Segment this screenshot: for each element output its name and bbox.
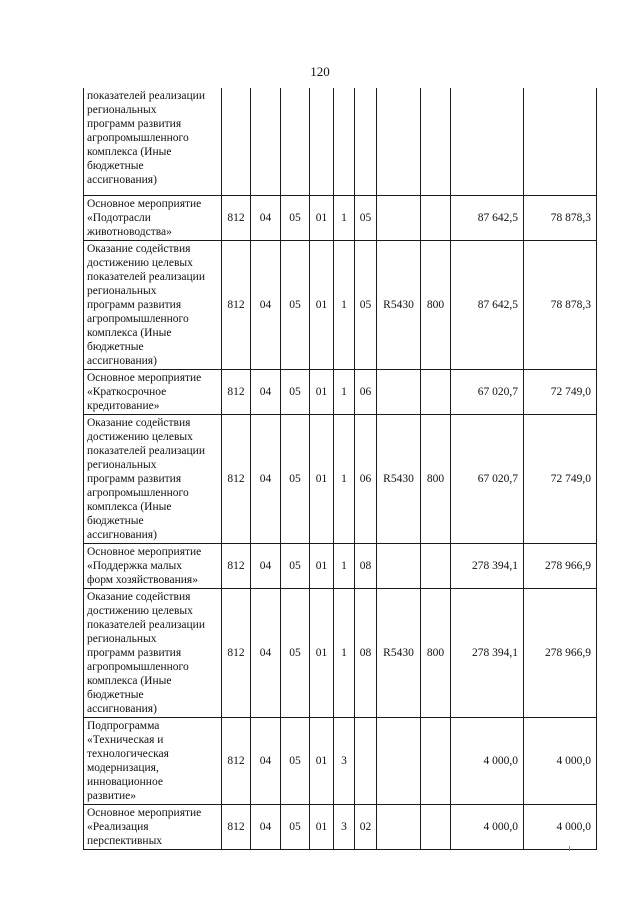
- program-code-cell: 01: [310, 414, 334, 543]
- program-code-cell: 01: [310, 543, 334, 588]
- row-name-cell: Оказание содействия достижению целевых показателей реализации региональных программ развития агропромышленного комплекса (Иные бюджетные ассигнования): [84, 414, 222, 543]
- section-code-cell: 04: [251, 240, 281, 369]
- subsection-code-cell: 05: [281, 543, 310, 588]
- sum-second-cell: 72 749,0: [524, 414, 597, 543]
- program-code-cell: [310, 88, 334, 195]
- event-code-cell: [355, 717, 377, 804]
- section-code-cell: 04: [251, 195, 281, 240]
- table-row: [84, 195, 597, 240]
- table-row: [84, 717, 597, 804]
- page-number: 120: [310, 64, 330, 79]
- sum-second-cell: [524, 88, 597, 195]
- row-name-cell: Подпрограмма «Техническая и технологическая модернизация, инновационное развитие»: [84, 717, 222, 804]
- sum-first-cell: 278 394,1: [451, 588, 524, 717]
- sum-first-cell: 67 020,7: [451, 414, 524, 543]
- expense-type-cell: [421, 804, 451, 849]
- ministry-code-cell: 812: [222, 543, 251, 588]
- subsection-code-cell: [281, 88, 310, 195]
- expense-type-cell: 800: [421, 414, 451, 543]
- program-code-cell: 01: [310, 240, 334, 369]
- ministry-code-cell: [222, 88, 251, 195]
- event-code-cell: 08: [355, 588, 377, 717]
- direction-code-cell: R5430: [377, 414, 421, 543]
- program-code-cell: 01: [310, 717, 334, 804]
- sum-second-cell: 4 000,0: [524, 804, 597, 849]
- program-code-cell: 01: [310, 195, 334, 240]
- table-row: [84, 588, 597, 717]
- sum-first-cell: 4 000,0: [451, 804, 524, 849]
- expense-type-cell: [421, 543, 451, 588]
- sum-first-cell: 87 642,5: [451, 195, 524, 240]
- event-code-cell: 08: [355, 543, 377, 588]
- section-code-cell: 04: [251, 414, 281, 543]
- expense-type-cell: [421, 88, 451, 195]
- table-row: [84, 414, 597, 543]
- ministry-code-cell: 812: [222, 717, 251, 804]
- expense-type-cell: 800: [421, 240, 451, 369]
- subprogram-code-cell: 1: [334, 588, 355, 717]
- subprogram-code-cell: 1: [334, 543, 355, 588]
- subsection-code-cell: 05: [281, 369, 310, 414]
- expense-type-cell: [421, 195, 451, 240]
- direction-code-cell: [377, 804, 421, 849]
- section-code-cell: 04: [251, 717, 281, 804]
- sum-first-cell: 4 000,0: [451, 717, 524, 804]
- direction-code-cell: [377, 195, 421, 240]
- ministry-code-cell: 812: [222, 414, 251, 543]
- program-code-cell: 01: [310, 804, 334, 849]
- budget-table-body: [84, 88, 597, 849]
- sum-first-cell: 278 394,1: [451, 543, 524, 588]
- program-code-cell: 01: [310, 588, 334, 717]
- direction-code-cell: [377, 369, 421, 414]
- subprogram-code-cell: 3: [334, 804, 355, 849]
- subprogram-code-cell: 1: [334, 240, 355, 369]
- subprogram-code-cell: 1: [334, 369, 355, 414]
- program-code-cell: 01: [310, 369, 334, 414]
- scan-mark: [569, 846, 570, 851]
- subsection-code-cell: 05: [281, 804, 310, 849]
- sum-second-cell: 78 878,3: [524, 240, 597, 369]
- subsection-code-cell: 05: [281, 717, 310, 804]
- sum-first-cell: [451, 88, 524, 195]
- row-name-cell: Оказание содействия достижению целевых показателей реализации региональных программ развития агропромышленного комплекса (Иные бюджетные ассигнования): [84, 588, 222, 717]
- table-row: [84, 543, 597, 588]
- expense-type-cell: 800: [421, 588, 451, 717]
- event-code-cell: 05: [355, 240, 377, 369]
- table-row: [84, 240, 597, 369]
- subsection-code-cell: 05: [281, 414, 310, 543]
- sum-first-cell: 67 020,7: [451, 369, 524, 414]
- sum-second-cell: 72 749,0: [524, 369, 597, 414]
- table-row: [84, 369, 597, 414]
- table-row: [84, 804, 597, 849]
- sum-second-cell: 78 878,3: [524, 195, 597, 240]
- sum-second-cell: 4 000,0: [524, 717, 597, 804]
- subprogram-code-cell: 3: [334, 717, 355, 804]
- ministry-code-cell: 812: [222, 588, 251, 717]
- ministry-code-cell: 812: [222, 240, 251, 369]
- subprogram-code-cell: 1: [334, 195, 355, 240]
- section-code-cell: 04: [251, 588, 281, 717]
- sum-first-cell: 87 642,5: [451, 240, 524, 369]
- event-code-cell: 06: [355, 369, 377, 414]
- row-name-cell: Основное мероприятие «Поддержка малых форм хозяйствования»: [84, 543, 222, 588]
- subsection-code-cell: 05: [281, 195, 310, 240]
- expense-type-cell: [421, 369, 451, 414]
- direction-code-cell: R5430: [377, 240, 421, 369]
- subprogram-code-cell: 1: [334, 414, 355, 543]
- budget-table: [83, 88, 597, 850]
- direction-code-cell: [377, 717, 421, 804]
- ministry-code-cell: 812: [222, 369, 251, 414]
- row-name-cell: Оказание содействия достижению целевых показателей реализации региональных программ развития агропромышленного комплекса (Иные бюджетные ассигнования): [84, 240, 222, 369]
- subsection-code-cell: 05: [281, 240, 310, 369]
- direction-code-cell: [377, 543, 421, 588]
- expense-type-cell: [421, 717, 451, 804]
- section-code-cell: 04: [251, 543, 281, 588]
- event-code-cell: 02: [355, 804, 377, 849]
- row-name-cell: Основное мероприятие «Подотрасли животноводства»: [84, 195, 222, 240]
- table-row: [84, 88, 597, 195]
- subsection-code-cell: 05: [281, 588, 310, 717]
- sum-second-cell: 278 966,9: [524, 588, 597, 717]
- section-code-cell: [251, 88, 281, 195]
- event-code-cell: [355, 88, 377, 195]
- section-code-cell: 04: [251, 804, 281, 849]
- direction-code-cell: [377, 88, 421, 195]
- ministry-code-cell: 812: [222, 195, 251, 240]
- event-code-cell: 05: [355, 195, 377, 240]
- event-code-cell: 06: [355, 414, 377, 543]
- subprogram-code-cell: [334, 88, 355, 195]
- sum-second-cell: 278 966,9: [524, 543, 597, 588]
- row-name-cell: Основное мероприятие «Краткосрочное кредитование»: [84, 369, 222, 414]
- row-name-cell: показателей реализации региональных программ развития агропромышленного комплекса (Иные бюджетные ассигнования): [84, 88, 222, 195]
- row-name-cell: Основное мероприятие «Реализация перспективных: [84, 804, 222, 849]
- section-code-cell: 04: [251, 369, 281, 414]
- ministry-code-cell: 812: [222, 804, 251, 849]
- direction-code-cell: R5430: [377, 588, 421, 717]
